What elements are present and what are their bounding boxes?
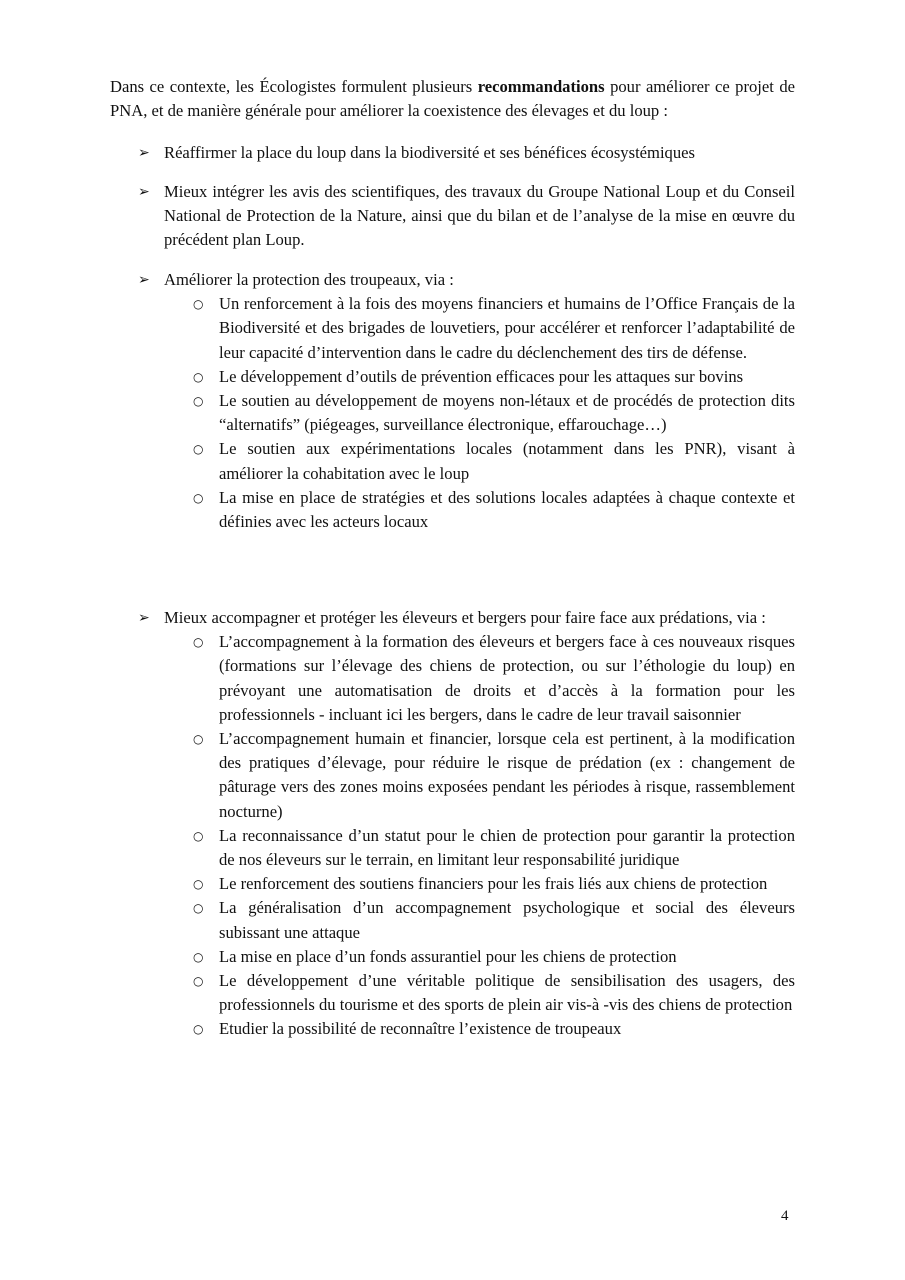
sub-recommendation-text: L’accompagnement à la formation des éleveurs et bergers face à ces nouveaux risques (formations sur l’élevage des chiens de protection, ou sur l’éthologie du loup) en prévoyant une automatisation de droits et d’accès à la formation pour les professionnels - incluant ici les bergers, dans le cadre de leur travail saisonnier [219,632,795,724]
circle-bullet-icon: ○ [193,297,204,312]
intro-bold-keyword: recommandations [477,77,605,96]
sub-recommendation-item [138,969,795,1017]
arrow-bullet-icon: ➢ [138,184,150,200]
circle-bullet-icon: ○ [193,877,204,892]
sub-recommendation-item [138,486,795,534]
arrow-bullet-icon: ➢ [138,610,150,626]
circle-bullet-icon: ○ [193,442,204,457]
sub-recommendation-item [138,945,795,969]
circle-bullet-icon: ○ [193,828,204,843]
recommendation-text: Améliorer la protection des troupeaux, via : [164,270,454,289]
sub-recommendation-text: Le soutien au développement de moyens non-létaux et de procédés de protection dits “alternatifs” (piégeages, surveillance électronique, effarouchage…) [219,391,795,435]
sub-recommendation-item [138,824,795,872]
sub-recommendation-item [138,896,795,944]
recommendation-item [138,180,795,253]
recommendation-text: Réaffirmer la place du loup dans la biodiversité et ses bénéfices écosystémiques [164,143,695,162]
circle-bullet-icon: ○ [193,974,204,989]
sub-recommendation-item [138,389,795,437]
sub-recommendation-text: Etudier la possibilité de reconnaître l’existence de troupeaux [219,1019,622,1039]
sub-recommendation-item [138,1017,795,1041]
sub-recommendation-item [138,292,795,365]
circle-bullet-icon: ○ [193,901,204,916]
circle-bullet-icon: ○ [193,490,204,505]
sub-recommendation-text: Un renforcement à la fois des moyens financiers et humains de l’Office Français de la Biodiversité et des brigades de louvetiers, pour accélérer et renforcer l’adaptabilité de leur capacité d’intervention dans le cadre du déclenchement des tirs de défense. [219,294,795,362]
recommendation-text: Mieux accompagner et protéger les éleveurs et bergers pour faire face aux prédations, via : [164,608,766,627]
circle-bullet-icon: ○ [193,732,204,747]
circle-bullet-icon: ○ [193,369,204,384]
recommendation-text: Mieux intégrer les avis des scientifiques, des travaux du Groupe National Loup et du Conseil National de Protection de la Nature, ainsi que du bilan et de l’analyse de la mise en œuvre du précédent plan Loup. [164,182,795,250]
recommendation-item [138,141,795,165]
circle-bullet-icon: ○ [193,635,204,650]
sub-recommendation-list [138,630,795,1041]
sub-recommendation-item [138,437,795,485]
intro-paragraph [110,75,795,123]
page-number: 4 [781,1208,789,1224]
sub-recommendation-text: L’accompagnement humain et financier, lorsque cela est pertinent, à la modification des pratiques d’élevage, pour réduire le risque de prédation (ex : changement de pâturage vers des zones moins exposées pendant les périodes à risque, rassemblement nocturne) [219,729,795,821]
arrow-bullet-icon: ➢ [138,145,150,161]
sub-recommendation-text: Le développement d’outils de prévention efficaces pour les attaques sur bovins [219,366,744,386]
sub-recommendation-text: Le soutien aux expérimentations locales (notamment dans les PNR), visant à améliorer la cohabitation avec le loup [219,439,795,483]
intro-text-end: pour améliorer ce projet de PNA, et de manière générale pour améliorer la coexistence des élevages et du loup : [110,77,795,121]
sub-recommendation-text: Le renforcement des soutiens financiers pour les frais liés aux chiens de protection [219,874,768,894]
sub-recommendation-item [138,365,795,389]
sub-recommendation-item [138,727,795,824]
circle-bullet-icon: ○ [193,394,204,409]
recommendation-item [138,606,795,1042]
sub-recommendation-list [138,292,795,534]
recommendation-item [138,268,795,534]
sub-recommendation-text: La généralisation d’un accompagnement psychologique et social des éleveurs subissant une attaque [219,898,795,942]
sub-recommendation-text: La reconnaissance d’un statut pour le chien de protection pour garantir la protection de nos éleveurs sur le terrain, en limitant leur responsabilité juridique [219,825,795,870]
sub-recommendation-text: La mise en place de stratégies et des solutions locales adaptées à chaque contexte et définies avec les acteurs locaux [219,487,795,532]
sub-recommendation-text: La mise en place d’un fonds assurantiel pour les chiens de protection [219,946,677,966]
circle-bullet-icon: ○ [193,1022,204,1037]
arrow-bullet-icon: ➢ [138,272,150,288]
sub-recommendation-item [138,630,795,727]
intro-text-start: Dans ce contexte, les Écologistes formulent plusieurs [110,77,478,96]
sub-recommendation-item [138,872,795,896]
sub-recommendation-text: Le développement d’une véritable politique de sensibilisation des usagers, des professionnels du tourisme et des sports de plein air vis-à -vis des chiens de protection [219,971,795,1015]
circle-bullet-icon: ○ [193,949,204,964]
